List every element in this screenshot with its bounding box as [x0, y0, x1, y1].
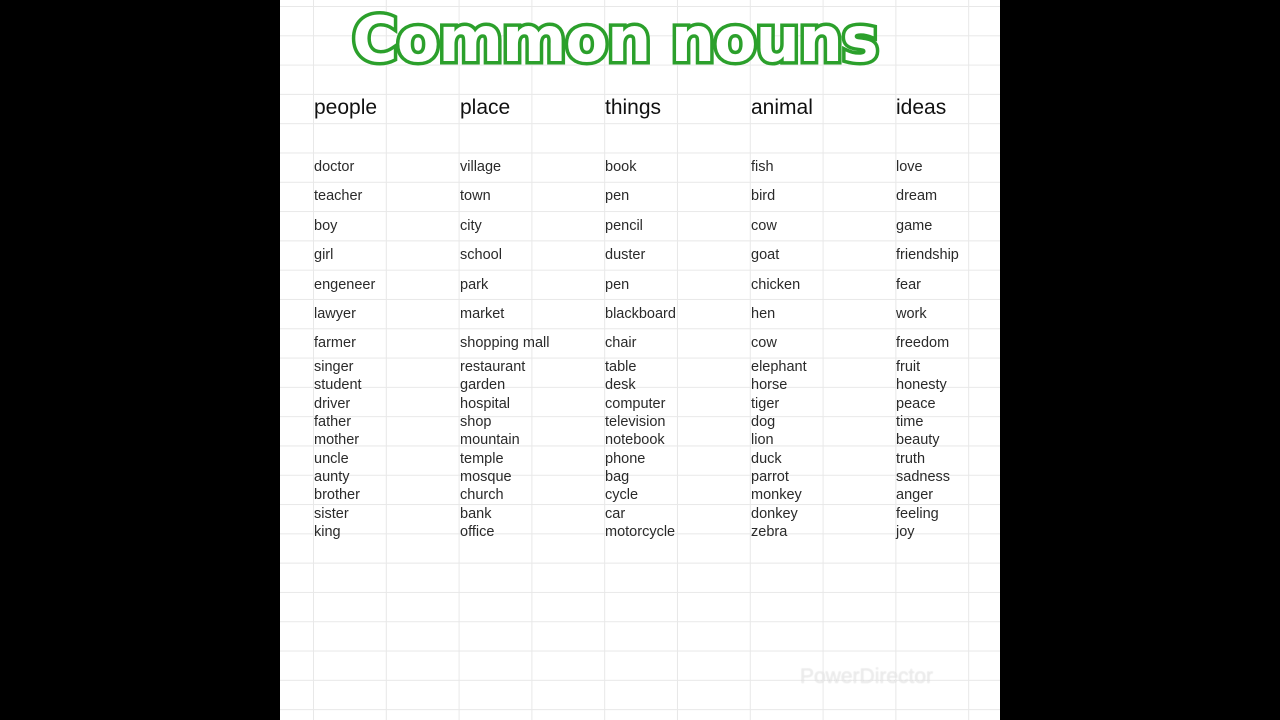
noun-cell: elephant — [751, 359, 807, 375]
spreadsheet-area — [280, 0, 1000, 720]
noun-cell: bird — [751, 188, 776, 204]
column-header-things: things — [605, 96, 662, 119]
noun-cell: teacher — [314, 188, 363, 204]
noun-cell: hen — [751, 306, 776, 322]
noun-cell: boy — [314, 218, 338, 234]
noun-cell: market — [460, 306, 505, 322]
column-header-people: people — [314, 96, 378, 119]
noun-cell: fear — [896, 277, 921, 293]
noun-cell: driver — [314, 396, 351, 412]
noun-cell: fish — [751, 159, 774, 175]
noun-cell: television — [605, 414, 666, 430]
noun-cell: cow — [751, 218, 777, 234]
noun-cell: cow — [751, 335, 777, 351]
noun-cell: mother — [314, 432, 360, 448]
noun-cell: motorcycle — [605, 524, 676, 540]
noun-cell: computer — [605, 396, 666, 412]
noun-cell: joy — [896, 524, 915, 540]
noun-cell: truth — [896, 451, 926, 467]
noun-cell: parrot — [751, 469, 789, 485]
noun-cell: cycle — [605, 487, 639, 503]
noun-cell: restaurant — [460, 359, 526, 375]
noun-cell: office — [460, 524, 495, 540]
noun-cell: town — [460, 188, 491, 204]
noun-cell: tiger — [751, 396, 780, 412]
noun-cell: desk — [605, 377, 636, 393]
noun-cell: duck — [751, 451, 782, 467]
noun-cell: girl — [314, 247, 334, 263]
noun-cell: honesty — [896, 377, 947, 393]
noun-cell: king — [314, 524, 341, 540]
noun-cell: doctor — [314, 159, 355, 175]
noun-cell: park — [460, 277, 489, 293]
noun-cell: village — [460, 159, 502, 175]
noun-cell: work — [896, 306, 927, 322]
noun-cell: chair — [605, 335, 637, 351]
noun-cell: hospital — [460, 396, 510, 412]
noun-cell: mosque — [460, 469, 512, 485]
noun-cell: freedom — [896, 335, 950, 351]
noun-cell: temple — [460, 451, 504, 467]
watermark-text: PowerDirector — [800, 665, 934, 688]
noun-cell: lion — [751, 432, 774, 448]
noun-cell: sadness — [896, 469, 951, 485]
noun-cell: blackboard — [605, 306, 676, 322]
noun-cell: time — [896, 414, 924, 430]
noun-cell: bank — [460, 506, 492, 522]
noun-cell: father — [314, 414, 352, 430]
noun-cell: school — [460, 247, 502, 263]
noun-cell: horse — [751, 377, 788, 393]
noun-cell: table — [605, 359, 637, 375]
noun-cell: shop — [460, 414, 492, 430]
noun-cell: garden — [460, 377, 506, 393]
noun-cell: chicken — [751, 277, 801, 293]
noun-cell: peace — [896, 396, 936, 412]
noun-cell: student — [314, 377, 362, 393]
noun-cell: uncle — [314, 451, 349, 467]
noun-cell: notebook — [605, 432, 665, 448]
noun-cell: dream — [896, 188, 938, 204]
noun-cell: church — [460, 487, 504, 503]
noun-cell: donkey — [751, 506, 798, 522]
page-title: Common nouns — [352, 3, 878, 76]
noun-cell: monkey — [751, 487, 802, 503]
noun-cell: brother — [314, 487, 360, 503]
noun-cell: shopping mall — [460, 335, 550, 351]
noun-cell: duster — [605, 247, 646, 263]
noun-cell: city — [460, 218, 482, 234]
noun-cell: lawyer — [314, 306, 356, 322]
noun-cell: zebra — [751, 524, 788, 540]
noun-cell: bag — [605, 469, 630, 485]
column-header-ideas: ideas — [896, 96, 947, 119]
noun-cell: friendship — [896, 247, 959, 263]
column-header-place: place — [460, 96, 511, 119]
noun-cell: engeneer — [314, 277, 376, 293]
noun-cell: beauty — [896, 432, 940, 448]
noun-cell: game — [896, 218, 933, 234]
noun-cell: feeling — [896, 506, 939, 522]
noun-cell: sister — [314, 506, 349, 522]
noun-cell: mountain — [460, 432, 520, 448]
noun-cell: phone — [605, 451, 646, 467]
noun-cell: pen — [605, 277, 630, 293]
noun-cell: farmer — [314, 335, 356, 351]
noun-cell: pencil — [605, 218, 643, 234]
noun-cell: fruit — [896, 359, 921, 375]
noun-cell: aunty — [314, 469, 350, 485]
noun-cell: anger — [896, 487, 934, 503]
column-header-animal: animal — [751, 96, 813, 119]
noun-cell: love — [896, 159, 923, 175]
noun-cell: goat — [751, 247, 780, 263]
noun-cell: car — [605, 506, 626, 522]
noun-cell: singer — [314, 359, 354, 375]
noun-cell: book — [605, 159, 637, 175]
noun-cell: dog — [751, 414, 776, 430]
noun-cell: pen — [605, 188, 630, 204]
